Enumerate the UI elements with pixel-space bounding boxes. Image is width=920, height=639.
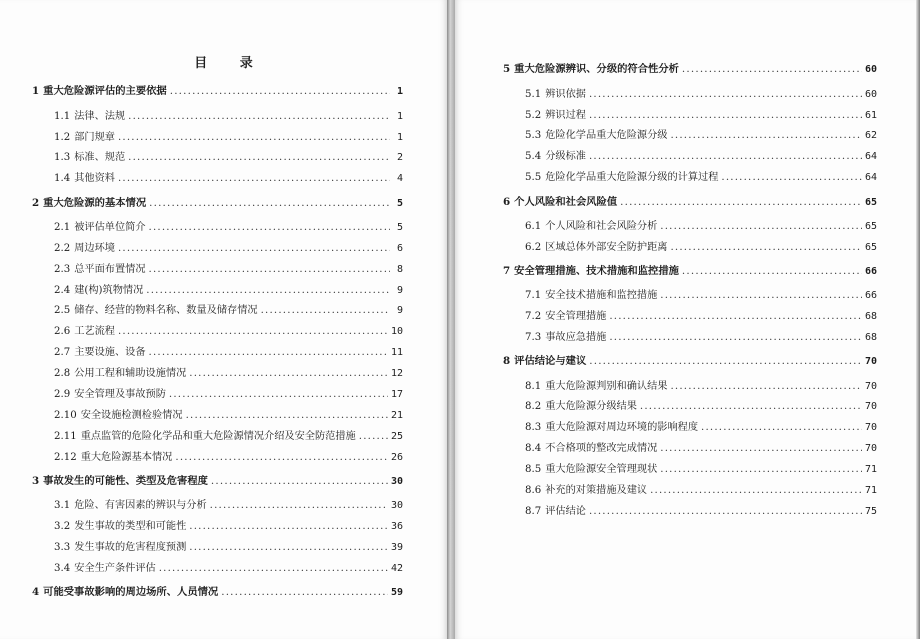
dot-leader <box>210 500 388 511</box>
page-number: 65 <box>864 241 877 253</box>
chapter-number: 6 <box>503 195 511 208</box>
page-number: 60 <box>864 88 877 100</box>
toc-section-5-3[interactable] <box>503 126 877 147</box>
section-number: 1.4 <box>54 173 71 185</box>
section-title: 工艺流程 <box>74 326 115 338</box>
chapter-number: 8 <box>503 355 511 368</box>
toc-section-8-2[interactable] <box>503 397 877 418</box>
toc-section-8-6[interactable] <box>503 481 877 502</box>
dot-leader <box>189 521 388 532</box>
toc-chapter-5[interactable] <box>503 60 877 81</box>
dot-leader <box>609 311 862 322</box>
dot-leader <box>589 151 862 162</box>
section-title: 公用工程和辅助设施情况 <box>74 368 187 380</box>
dot-leader <box>682 63 862 75</box>
dot-leader <box>660 443 862 454</box>
page-number: 75 <box>864 505 877 517</box>
dot-leader <box>221 586 388 598</box>
section-number: 2.6 <box>54 326 71 338</box>
section-title: 区域总体外部安全防护距离 <box>545 241 668 253</box>
section-title: 危险化学品重大危险源分级 <box>545 130 668 142</box>
section-number: 1.3 <box>54 152 71 164</box>
section-title: 危险、有害因素的辨识与分析 <box>74 500 207 512</box>
section-number: 8.6 <box>525 485 542 497</box>
toc-section-2-12[interactable] <box>32 448 403 469</box>
section-title: 评估结论 <box>545 505 586 517</box>
page-number: 70 <box>864 422 877 434</box>
page-number: 62 <box>864 130 877 142</box>
toc-section-8-3[interactable] <box>503 418 877 439</box>
page-number: 64 <box>864 151 877 163</box>
dot-leader <box>149 197 390 209</box>
page-number: 10 <box>390 326 403 338</box>
section-title: 发生事故的类型和可能性 <box>74 521 187 533</box>
section-title: 重点监管的危险化学品和重大危险源情况介绍及安全防范措施 <box>80 430 356 442</box>
toc-section-8-7[interactable] <box>503 502 877 523</box>
toc-section-8-5[interactable] <box>503 460 877 481</box>
toc-title: 目 录 <box>194 56 267 71</box>
toc-section-2-7[interactable] <box>32 343 403 364</box>
section-number: 2.11 <box>54 430 77 442</box>
dot-leader <box>128 111 390 122</box>
page-number: 4 <box>396 173 403 185</box>
page-number: 5 <box>396 221 403 233</box>
dot-leader <box>261 305 390 316</box>
section-title: 储存、经营的物料名称、数量及储存情况 <box>74 305 258 317</box>
toc-list-right <box>503 57 877 523</box>
section-title: 标准、规范 <box>74 152 126 164</box>
section-title: 建(构)筑物情况 <box>74 284 144 296</box>
chapter-number: 4 <box>32 586 40 599</box>
dot-leader <box>118 173 390 184</box>
dot-leader <box>146 285 390 296</box>
page-number: 1 <box>396 110 403 122</box>
toc-section-2-10[interactable] <box>32 406 403 427</box>
page-number: 12 <box>390 368 403 380</box>
section-number: 2.8 <box>54 368 71 380</box>
dot-leader <box>589 355 862 367</box>
page-number: 1 <box>396 131 403 143</box>
section-title: 被评估单位简介 <box>74 221 146 233</box>
section-number: 5.2 <box>525 109 542 121</box>
dot-leader <box>149 264 390 275</box>
dot-leader <box>149 222 390 233</box>
section-title: 法律、法规 <box>74 110 126 122</box>
chapter-title: 可能受事故影响的周边场所、人员情况 <box>43 586 219 599</box>
page-number: 68 <box>864 311 877 323</box>
section-number: 8.3 <box>525 422 542 434</box>
toc-chapter-1[interactable] <box>32 82 403 103</box>
section-title: 安全设施检测检验情况 <box>80 409 183 421</box>
toc-section-2-3[interactable] <box>32 260 403 281</box>
dot-leader <box>650 485 862 496</box>
page-number: 71 <box>864 464 877 476</box>
page-number: 66 <box>864 290 877 302</box>
toc-section-5-1[interactable] <box>503 85 877 106</box>
section-title: 不合格项的整改完成情况 <box>545 443 658 455</box>
page-number: 11 <box>390 347 403 359</box>
dot-leader <box>620 196 862 208</box>
dot-leader <box>660 290 862 301</box>
page-number: 1 <box>396 86 403 98</box>
section-title: 辨识过程 <box>545 109 586 121</box>
dot-leader <box>189 368 388 379</box>
section-number: 8.4 <box>525 443 542 455</box>
section-number: 3.2 <box>54 521 71 533</box>
section-title: 周边环境 <box>74 242 115 254</box>
page-number: 70 <box>864 380 877 392</box>
section-title: 其他资料 <box>74 173 115 185</box>
dot-leader <box>118 243 390 254</box>
dot-leader <box>701 422 862 433</box>
dot-leader <box>660 464 862 475</box>
chapter-title: 事故发生的可能性、类型及危害程度 <box>43 474 208 487</box>
page-edge-shadow <box>916 0 920 639</box>
dot-leader <box>640 401 862 412</box>
chapter-title: 评估结论与建议 <box>514 355 587 368</box>
chapter-title: 重大危险源的基本情况 <box>43 196 147 209</box>
section-number: 2.7 <box>54 347 71 359</box>
toc-section-3-3[interactable] <box>32 538 403 559</box>
page-number: 30 <box>390 500 403 512</box>
toc-chapter-6[interactable] <box>503 193 877 214</box>
page-number: 66 <box>864 265 877 277</box>
section-number: 3.3 <box>54 542 71 554</box>
chapter-title: 重大危险源辨识、分级的符合性分析 <box>514 63 679 76</box>
toc-section-1-3[interactable] <box>32 148 403 169</box>
section-title: 分级标准 <box>545 151 586 163</box>
section-title: 个人风险和社会风险分析 <box>545 220 658 232</box>
toc-section-1-1[interactable] <box>32 107 403 128</box>
section-number: 8.7 <box>525 505 542 517</box>
page-number: 65 <box>864 220 877 232</box>
toc-chapter-2[interactable] <box>32 194 403 215</box>
chapter-number: 5 <box>503 63 511 76</box>
page-number: 17 <box>390 389 403 401</box>
toc-section-2-11[interactable] <box>32 427 403 448</box>
section-title: 辨识依据 <box>545 88 586 100</box>
toc-section-2-2[interactable] <box>32 239 403 260</box>
dot-leader <box>186 410 388 421</box>
page-number: 70 <box>864 356 877 368</box>
page-number: 39 <box>390 542 403 554</box>
toc-section-6-1[interactable] <box>503 217 877 238</box>
chapter-title: 个人风险和社会风险值 <box>514 195 618 208</box>
toc-section-2-4[interactable] <box>32 281 403 302</box>
section-number: 5.3 <box>525 130 542 142</box>
dot-leader <box>159 563 388 574</box>
page-number: 61 <box>864 109 877 121</box>
dot-leader <box>670 381 862 392</box>
page-number: 8 <box>396 263 403 275</box>
section-number: 3.4 <box>54 562 71 574</box>
page-number: 6 <box>396 242 403 254</box>
section-title: 重大危险源安全管理现状 <box>545 464 658 476</box>
dot-leader <box>118 132 390 143</box>
chapter-number: 3 <box>32 474 40 487</box>
page-number: 36 <box>390 521 403 533</box>
toc-chapter-3[interactable] <box>32 472 403 493</box>
section-number: 2.4 <box>54 284 71 296</box>
toc-section-2-5[interactable] <box>32 301 403 322</box>
chapter-title: 重大危险源评估的主要依据 <box>43 85 167 98</box>
section-number: 5.5 <box>525 172 542 184</box>
dot-leader <box>170 85 390 97</box>
chapter-number: 1 <box>32 85 40 98</box>
toc-section-8-1[interactable] <box>503 377 877 398</box>
dot-leader <box>211 475 388 487</box>
toc-section-2-6[interactable] <box>32 322 403 343</box>
toc-chapter-8[interactable] <box>503 352 877 373</box>
toc-section-7-3[interactable] <box>503 328 877 349</box>
dot-leader <box>359 431 388 442</box>
section-title: 补充的对策措施及建议 <box>545 485 648 497</box>
toc-section-7-1[interactable] <box>503 286 877 307</box>
dot-leader <box>670 242 862 253</box>
toc-section-1-4[interactable] <box>32 169 403 190</box>
toc-section-5-5[interactable] <box>503 168 877 189</box>
page-number: 2 <box>396 152 403 164</box>
dot-leader <box>670 130 862 141</box>
dot-leader <box>128 152 390 163</box>
toc-section-2-1[interactable] <box>32 218 403 239</box>
page-number: 70 <box>864 443 877 455</box>
dot-leader <box>175 452 388 463</box>
section-title: 重大危险源基本情况 <box>80 451 173 463</box>
toc-section-6-2[interactable] <box>503 238 877 259</box>
toc-section-5-2[interactable] <box>503 106 877 127</box>
toc-section-3-1[interactable] <box>32 496 403 517</box>
page-number: 25 <box>390 430 403 442</box>
page-number: 9 <box>396 305 403 317</box>
toc-section-2-8[interactable] <box>32 364 403 385</box>
section-title: 安全管理措施 <box>545 311 607 323</box>
section-title: 总平面布置情况 <box>74 263 146 275</box>
dot-leader <box>682 265 862 277</box>
page-number: 5 <box>396 197 403 209</box>
page-number: 42 <box>390 562 403 574</box>
dot-leader <box>149 347 388 358</box>
dot-leader <box>609 332 862 343</box>
toc-section-2-9[interactable] <box>32 385 403 406</box>
dot-leader <box>660 221 862 232</box>
dot-leader <box>169 389 388 400</box>
page-number: 64 <box>864 172 877 184</box>
toc-list-left <box>32 79 403 608</box>
section-title: 危险化学品重大危险源分级的计算过程 <box>545 172 719 184</box>
section-title: 主要设施、设备 <box>74 347 146 359</box>
section-title: 重大危险源对周边环境的影响程度 <box>545 422 699 434</box>
section-number: 8.2 <box>525 401 542 413</box>
page-number: 59 <box>390 587 403 599</box>
section-number: 7.1 <box>525 290 542 302</box>
chapter-number: 7 <box>503 264 511 277</box>
section-title: 发生事故的危害程度预测 <box>74 542 187 554</box>
section-number: 2.2 <box>54 242 71 254</box>
toc-section-5-4[interactable] <box>503 147 877 168</box>
dot-leader <box>589 110 862 121</box>
section-number: 3.1 <box>54 500 71 512</box>
section-number: 8.1 <box>525 380 542 392</box>
page-number: 68 <box>864 332 877 344</box>
dot-leader <box>721 172 862 183</box>
section-number: 1.2 <box>54 131 71 143</box>
section-title: 事故应急措施 <box>545 332 607 344</box>
toc-section-1-2[interactable] <box>32 128 403 149</box>
page-number: 65 <box>864 196 877 208</box>
section-number: 8.5 <box>525 464 542 476</box>
section-title: 安全生产条件评估 <box>74 562 156 574</box>
section-number: 2.12 <box>54 451 77 463</box>
dot-leader <box>189 542 388 553</box>
toc-section-3-4[interactable] <box>32 559 403 580</box>
page-number: 60 <box>864 64 877 76</box>
section-number: 7.2 <box>525 311 542 323</box>
book-gutter <box>447 0 455 639</box>
page-number: 26 <box>390 451 403 463</box>
toc-section-8-4[interactable] <box>503 439 877 460</box>
page-number: 21 <box>390 409 403 421</box>
toc-chapter-4[interactable] <box>32 583 403 604</box>
page-number: 9 <box>396 284 403 296</box>
section-number: 2.3 <box>54 263 71 275</box>
page-number: 71 <box>864 485 877 497</box>
section-title: 重大危险源分级结果 <box>545 401 637 413</box>
chapter-number: 2 <box>32 196 40 209</box>
section-number: 6.2 <box>525 241 542 253</box>
chapter-title: 安全管理措施、技术措施和监控措施 <box>514 264 679 277</box>
section-title: 安全技术措施和监控措施 <box>545 290 658 302</box>
section-number: 2.9 <box>54 389 71 401</box>
section-number: 2.1 <box>54 221 71 233</box>
toc-chapter-7[interactable] <box>503 262 877 283</box>
page-number: 30 <box>390 475 403 487</box>
toc-section-3-2[interactable] <box>32 517 403 538</box>
section-number: 7.3 <box>525 332 542 344</box>
section-number: 6.1 <box>525 220 542 232</box>
dot-leader <box>118 326 388 337</box>
section-number: 1.1 <box>54 110 71 122</box>
dot-leader <box>589 89 862 100</box>
section-title: 安全管理及事故预防 <box>74 389 166 401</box>
section-number: 2.5 <box>54 305 71 317</box>
section-title: 部门规章 <box>74 131 115 143</box>
toc-section-7-2[interactable] <box>503 307 877 328</box>
dot-leader <box>589 506 862 517</box>
section-number: 5.4 <box>525 151 542 163</box>
section-title: 重大危险源判别和确认结果 <box>545 380 668 392</box>
section-number: 5.1 <box>525 88 542 100</box>
page-number: 70 <box>864 401 877 413</box>
section-number: 2.10 <box>54 409 77 421</box>
